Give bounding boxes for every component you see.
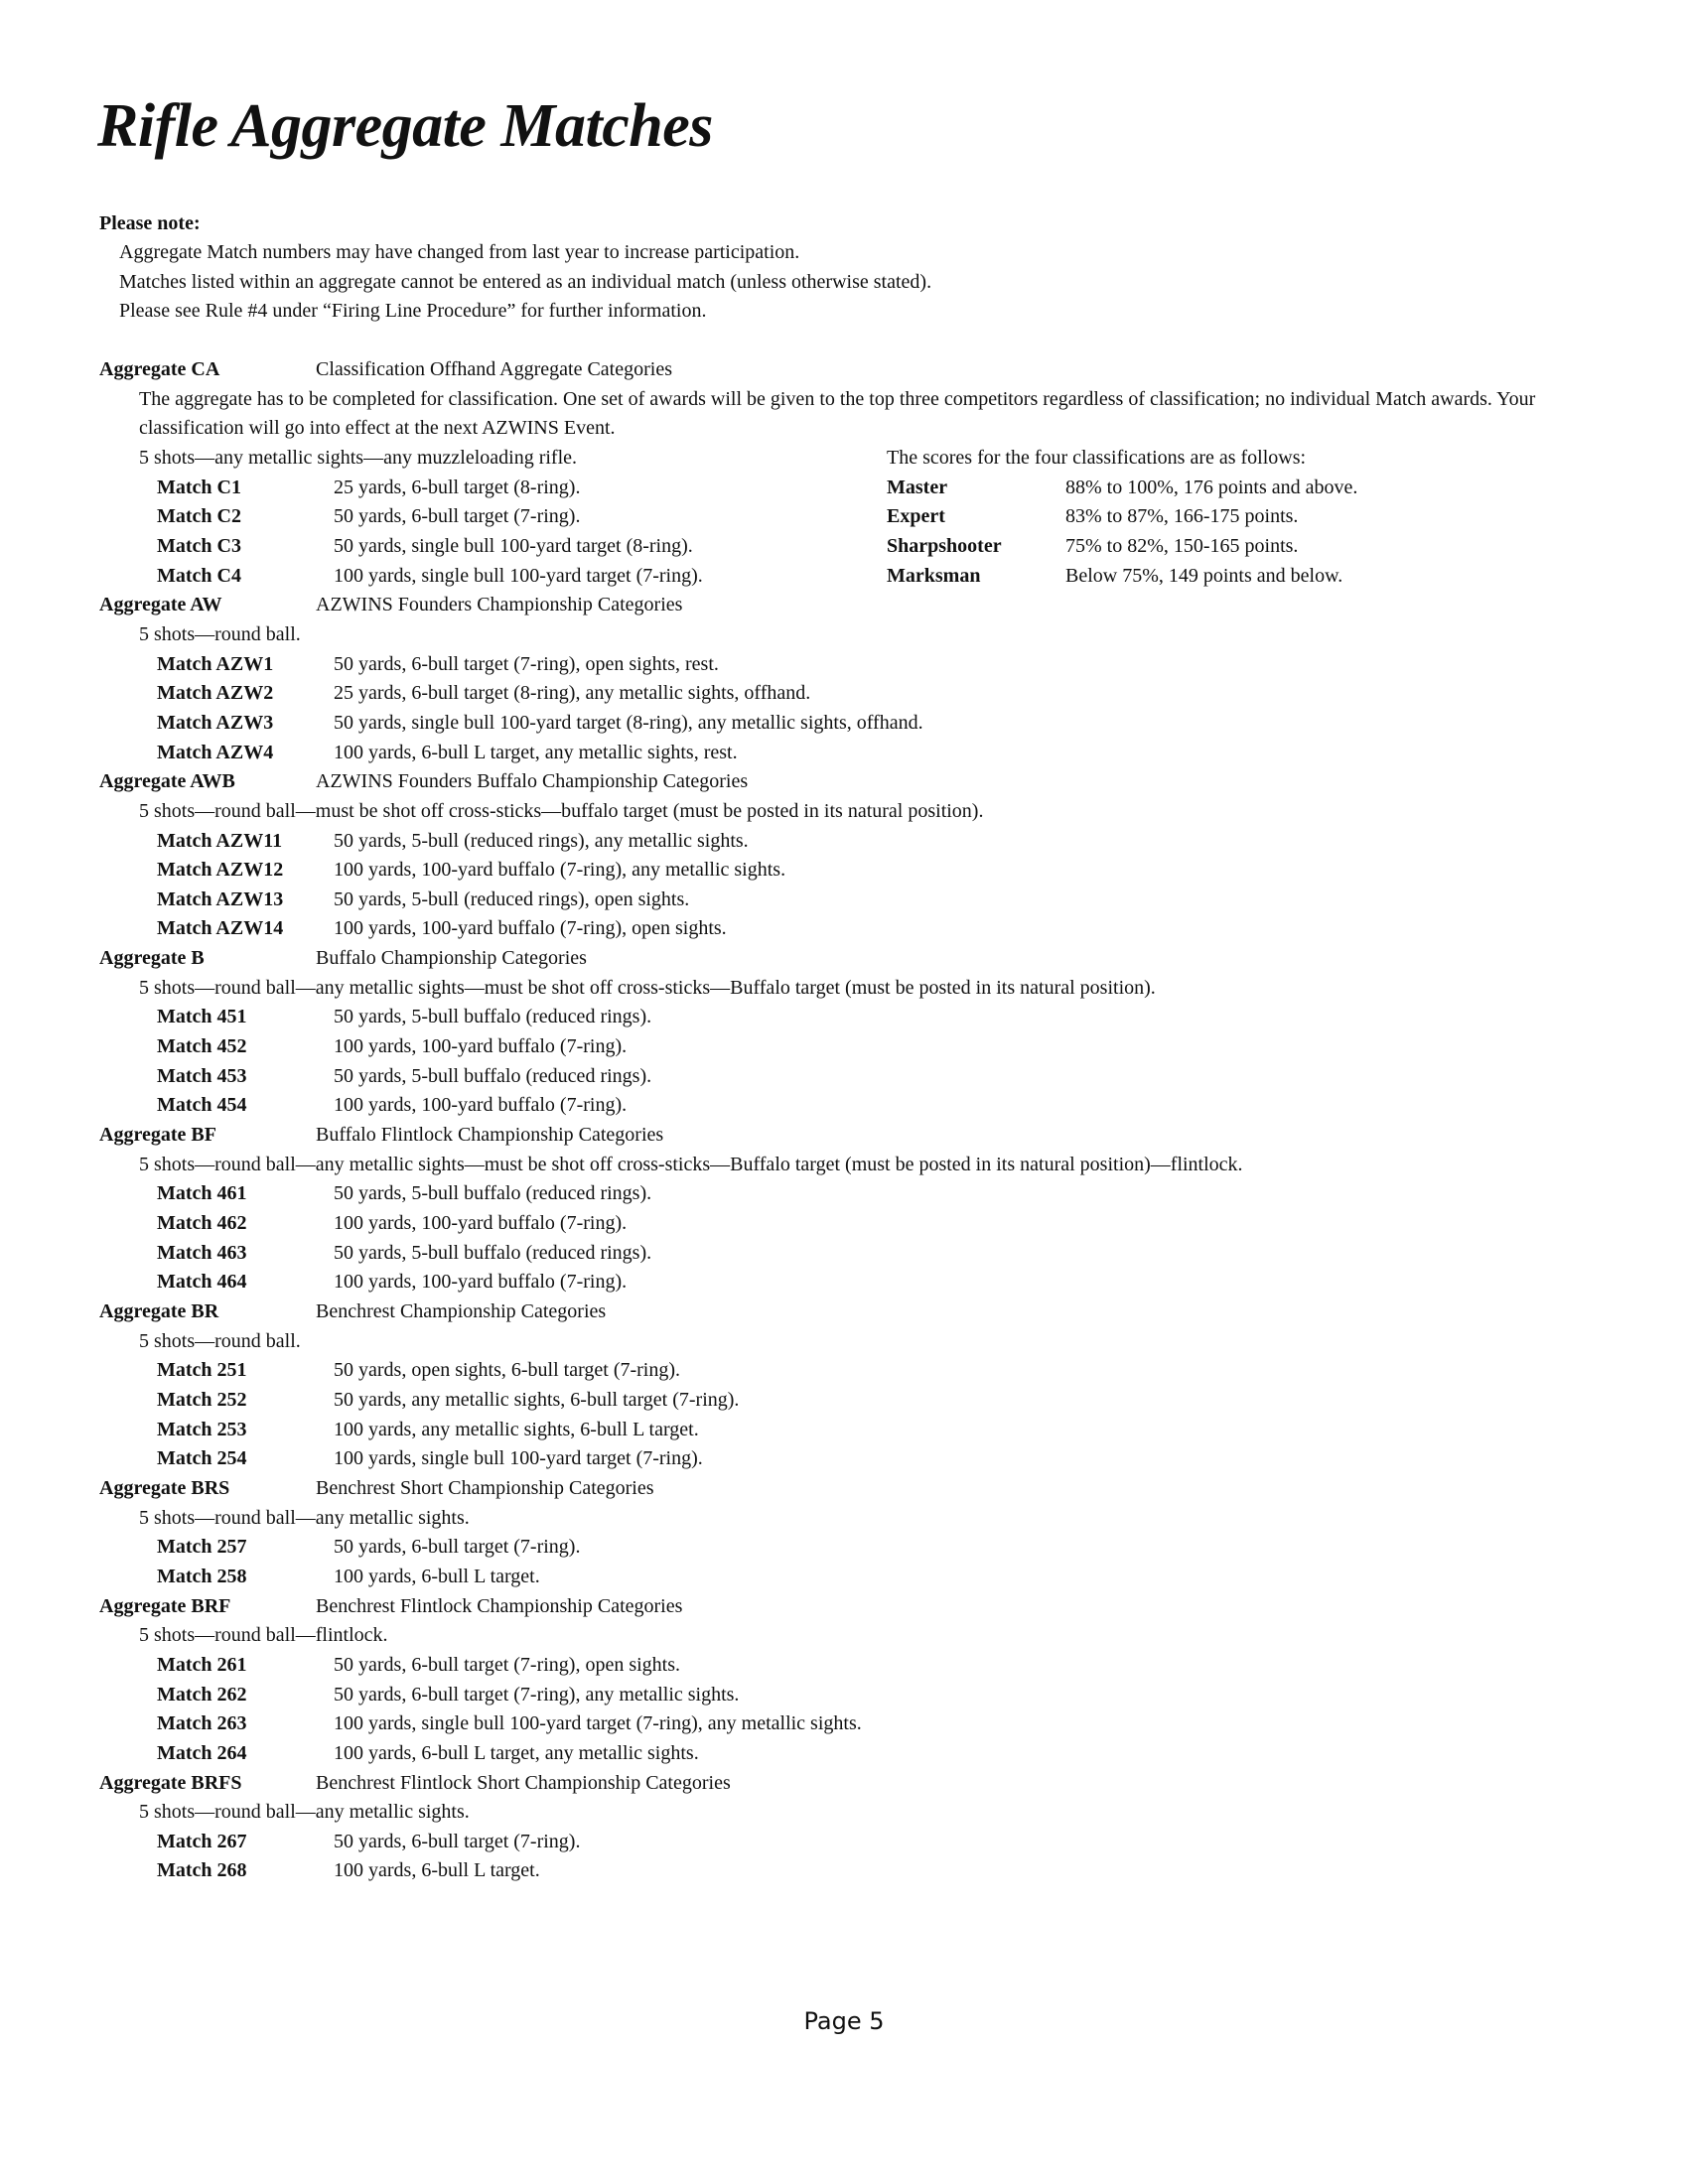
match-text: 100 yards, 6-bull L target, any metallic sights. — [334, 1741, 699, 1764]
note-line: Please see Rule #4 under “Firing Line Procedure” for further information. — [119, 300, 707, 323]
classification-text: 88% to 100%, 176 points and above. — [1065, 476, 1358, 498]
aggregate-header — [99, 1474, 1589, 1504]
match-row — [99, 1209, 1589, 1239]
match-row — [99, 679, 1589, 709]
aggregate-header — [99, 591, 1589, 620]
match-row — [99, 827, 1589, 857]
aggregate-name: Buffalo Championship Categories — [316, 947, 587, 970]
match-text: 50 yards, 5-bull (reduced rings), open sights. — [334, 887, 690, 910]
match-text: 50 yards, any metallic sights, 6-bull target (7-ring). — [334, 1388, 740, 1411]
match-code: Match 253 — [157, 1418, 247, 1440]
aggregate-name: AZWINS Founders Buffalo Championship Categories — [316, 770, 749, 793]
aggregate-name: Benchrest Short Championship Categories — [316, 1476, 654, 1499]
match-row — [99, 1533, 1589, 1563]
match-code: Match AZW1 — [157, 652, 274, 675]
classification-name: Master — [887, 476, 948, 498]
match-code: Match 462 — [157, 1212, 247, 1235]
aggregate-description: 5 shots—round ball. — [139, 622, 301, 645]
match-row — [99, 1856, 1589, 1886]
aggregate-description: 5 shots—round ball—any metallic sights. — [139, 1801, 470, 1824]
aggregate-description: 5 shots—round ball—any metallic sights. — [139, 1506, 470, 1529]
match-text: 25 yards, 6-bull target (8-ring). — [334, 476, 581, 498]
match-row — [99, 532, 1589, 562]
aggregate-section — [99, 1474, 1589, 1592]
classification-row — [887, 502, 1357, 532]
aggregate-header — [99, 1121, 1589, 1151]
match-code: Match 264 — [157, 1741, 247, 1764]
aggregate-header — [99, 944, 1589, 974]
match-code: Match C2 — [157, 505, 241, 528]
note-line: Matches listed within an aggregate cannot be entered as an individual match (unless otherwise stated). — [119, 270, 932, 293]
classification-name: Sharpshooter — [887, 534, 1002, 557]
classification-text: 75% to 82%, 150-165 points. — [1065, 534, 1299, 557]
aggregate-code: Aggregate BRFS — [99, 1771, 242, 1794]
match-row — [99, 1062, 1589, 1092]
match-row — [99, 1651, 1589, 1681]
match-row — [99, 562, 1589, 592]
match-text: 50 yards, 5-bull (reduced rings), any metallic sights. — [334, 829, 749, 852]
match-code: Match AZW13 — [157, 887, 284, 910]
match-text: 100 yards, single bull 100-yard target (7-ring). — [334, 564, 703, 587]
match-text: 100 yards, 100-yard buffalo (7-ring), open sights. — [334, 917, 727, 940]
match-row — [99, 502, 1589, 532]
aggregate-intro: The aggregate has to be completed for classification. One set of awards will be given to the top three competitors regardless of classification; no individual Match awards. Your classification will go into effect at the next AZWINS Event. — [139, 387, 1536, 440]
aggregate-section — [99, 944, 1589, 1121]
match-row — [99, 1179, 1589, 1209]
match-row — [99, 1444, 1589, 1474]
match-code: Match C3 — [157, 534, 241, 557]
aggregate-header — [99, 1592, 1589, 1622]
aggregate-section — [99, 1769, 1589, 1887]
match-row — [99, 1416, 1589, 1445]
classification-name: Marksman — [887, 564, 981, 587]
classification-row — [887, 532, 1357, 562]
match-row — [99, 1709, 1589, 1739]
match-text: 100 yards, single bull 100-yard target (7-ring), any metallic sights. — [334, 1712, 862, 1735]
match-text: 50 yards, 6-bull target (7-ring). — [334, 505, 581, 528]
match-text: 50 yards, single bull 100-yard target (8-ring), any metallic sights, offhand. — [334, 711, 923, 734]
match-code: Match AZW14 — [157, 917, 284, 940]
aggregate-header — [99, 1297, 1589, 1327]
classification-text: 83% to 87%, 166-175 points. — [1065, 505, 1299, 528]
aggregate-code: Aggregate BR — [99, 1300, 219, 1322]
match-text: 50 yards, open sights, 6-bull target (7-ring). — [334, 1359, 681, 1382]
aggregate-name: Classification Offhand Aggregate Categories — [316, 358, 672, 380]
match-text: 50 yards, 6-bull target (7-ring), open sights. — [334, 1653, 681, 1676]
match-code: Match 251 — [157, 1359, 247, 1382]
match-row — [99, 1681, 1589, 1710]
match-row — [99, 1091, 1589, 1121]
match-text: 50 yards, 5-bull buffalo (reduced rings). — [334, 1064, 652, 1087]
aggregate-section — [99, 1121, 1589, 1297]
match-code: Match 454 — [157, 1094, 247, 1117]
match-code: Match 461 — [157, 1182, 247, 1205]
match-row — [99, 1386, 1589, 1416]
match-text: 50 yards, 6-bull target (7-ring). — [334, 1830, 581, 1852]
match-row — [99, 1268, 1589, 1297]
match-text: 100 yards, 100-yard buffalo (7-ring). — [334, 1094, 628, 1117]
match-text: 100 yards, 6-bull L target, any metallic sights, rest. — [334, 741, 738, 763]
match-text: 50 yards, 5-bull buffalo (reduced rings). — [334, 1006, 652, 1028]
match-text: 100 yards, 6-bull L target. — [334, 1859, 540, 1882]
aggregate-section — [99, 767, 1589, 944]
aggregate-description: 5 shots—round ball—any metallic sights—must be shot off cross-sticks—Buffalo target (must be posted in its natural position). — [139, 976, 1156, 999]
aggregate-code: Aggregate AWB — [99, 770, 235, 793]
match-row — [99, 856, 1589, 886]
match-code: Match 268 — [157, 1859, 247, 1882]
aggregate-code: Aggregate BRS — [99, 1476, 230, 1499]
match-code: Match C1 — [157, 476, 241, 498]
aggregate-name: Benchrest Flintlock Championship Categories — [316, 1594, 683, 1617]
match-code: Match 267 — [157, 1830, 247, 1852]
match-code: Match 252 — [157, 1388, 247, 1411]
match-text: 100 yards, 6-bull L target. — [334, 1565, 540, 1587]
aggregate-name: AZWINS Founders Championship Categories — [316, 594, 683, 616]
classification-row — [887, 474, 1357, 503]
match-row — [99, 1032, 1589, 1062]
match-text: 100 yards, single bull 100-yard target (7-ring). — [334, 1447, 703, 1470]
aggregate-description: 5 shots—round ball—must be shot off cross-sticks—buffalo target (must be posted in its natural position). — [139, 799, 984, 822]
classification-row — [887, 562, 1357, 592]
match-code: Match 263 — [157, 1712, 247, 1735]
aggregate-code: Aggregate AW — [99, 594, 222, 616]
match-code: Match 258 — [157, 1565, 247, 1587]
aggregate-description: 5 shots—round ball. — [139, 1329, 301, 1352]
match-text: 50 yards, 5-bull buffalo (reduced rings). — [334, 1182, 652, 1205]
match-row — [99, 1356, 1589, 1386]
match-code: Match 254 — [157, 1447, 247, 1470]
aggregate-code: Aggregate BF — [99, 1124, 216, 1147]
aggregate-section — [99, 355, 1589, 591]
match-text: 100 yards, 100-yard buffalo (7-ring). — [334, 1271, 628, 1294]
match-code: Match AZW12 — [157, 859, 284, 882]
aggregate-code: Aggregate B — [99, 947, 205, 970]
match-row — [99, 1563, 1589, 1592]
match-row — [99, 709, 1589, 739]
match-code: Match 464 — [157, 1271, 247, 1294]
classification-table — [887, 444, 1357, 591]
match-code: Match 453 — [157, 1064, 247, 1087]
match-text: 50 yards, single bull 100-yard target (8-ring). — [334, 534, 693, 557]
match-text: 50 yards, 6-bull target (7-ring). — [334, 1536, 581, 1559]
match-code: Match 451 — [157, 1006, 247, 1028]
aggregate-name: Buffalo Flintlock Championship Categories — [316, 1124, 664, 1147]
match-text: 100 yards, any metallic sights, 6-bull L target. — [334, 1418, 699, 1440]
notes-list — [119, 238, 931, 327]
classification-block — [99, 444, 1589, 591]
match-code: Match AZW11 — [157, 829, 283, 852]
aggregate-name: Benchrest Flintlock Short Championship Categories — [316, 1771, 731, 1794]
match-row — [99, 1239, 1589, 1269]
aggregate-list — [99, 355, 1589, 1886]
aggregate-description: 5 shots—round ball—any metallic sights—must be shot off cross-sticks—Buffalo target (must be posted in its natural position)—flintlock. — [139, 1153, 1243, 1175]
aggregate-section — [99, 1592, 1589, 1769]
match-row — [99, 914, 1589, 944]
match-text: 50 yards, 6-bull target (7-ring), open sights, rest. — [334, 652, 719, 675]
match-row — [99, 1739, 1589, 1769]
match-text: 50 yards, 6-bull target (7-ring), any metallic sights. — [334, 1683, 740, 1706]
match-code: Match AZW4 — [157, 741, 274, 763]
match-text: 100 yards, 100-yard buffalo (7-ring). — [334, 1212, 628, 1235]
match-text: 50 yards, 5-bull buffalo (reduced rings). — [334, 1241, 652, 1264]
match-row — [99, 739, 1589, 768]
match-code: Match 452 — [157, 1035, 247, 1058]
match-row — [99, 886, 1589, 915]
classification-name: Expert — [887, 505, 945, 528]
aggregate-section — [99, 591, 1589, 767]
aggregate-name: Benchrest Championship Categories — [316, 1300, 607, 1322]
match-code: Match C4 — [157, 564, 241, 587]
aggregate-header — [99, 1769, 1589, 1799]
classification-text: Below 75%, 149 points and below. — [1065, 564, 1343, 587]
match-text: 100 yards, 100-yard buffalo (7-ring), any metallic sights. — [334, 859, 786, 882]
match-row — [99, 1003, 1589, 1032]
match-row — [99, 1828, 1589, 1857]
classification-heading: The scores for the four classifications are as follows: — [887, 446, 1307, 469]
match-text: 25 yards, 6-bull target (8-ring), any metallic sights, offhand. — [334, 682, 811, 705]
match-code: Match AZW2 — [157, 682, 274, 705]
aggregate-description: 5 shots—round ball—flintlock. — [139, 1624, 388, 1647]
match-row — [99, 650, 1589, 680]
match-code: Match 261 — [157, 1653, 247, 1676]
match-code: Match AZW3 — [157, 711, 274, 734]
match-text: 100 yards, 100-yard buffalo (7-ring). — [334, 1035, 628, 1058]
note-line: Aggregate Match numbers may have changed from last year to increase participation. — [119, 241, 800, 263]
page-title: Rifle Aggregate Matches — [97, 92, 713, 160]
aggregate-description: 5 shots—any metallic sights—any muzzleloading rifle. — [139, 446, 578, 469]
aggregate-sections — [99, 591, 1589, 1886]
aggregate-code: Aggregate BRF — [99, 1594, 231, 1617]
aggregate-code: Aggregate CA — [99, 358, 220, 380]
match-code: Match 262 — [157, 1683, 247, 1706]
aggregate-header — [99, 767, 1589, 797]
aggregate-header — [99, 355, 1589, 385]
match-code: Match 463 — [157, 1241, 247, 1264]
match-code: Match 257 — [157, 1536, 247, 1559]
match-row — [99, 474, 1589, 503]
notes-heading: Please note: — [99, 212, 201, 234]
aggregate-section — [99, 1297, 1589, 1474]
page-number: Page 5 — [803, 2007, 885, 2035]
